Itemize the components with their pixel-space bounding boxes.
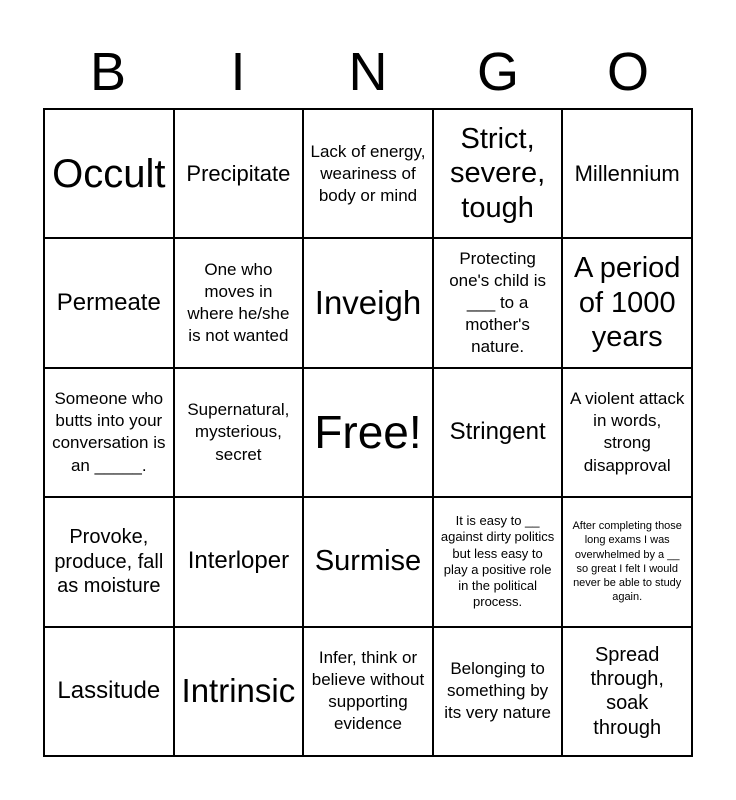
cell-text: Free! <box>314 406 422 459</box>
cell-text: A violent attack in words, strong disapproval <box>570 389 685 475</box>
bingo-cell <box>433 368 563 497</box>
cell-text: A period of 1000 years <box>573 251 681 354</box>
bingo-cell <box>433 497 563 626</box>
cell-text: Spread through, soak through <box>590 643 664 739</box>
bingo-cell <box>433 109 563 238</box>
bingo-cell <box>174 368 304 497</box>
cell-text: Precipitate <box>186 160 291 186</box>
bingo-cell <box>562 238 692 367</box>
cell-text: After completing those long exams I was overwhelmed by a __ so great I felt I would never be able to study again. <box>572 520 682 604</box>
bingo-cell <box>44 238 174 367</box>
bingo-cell <box>44 627 174 756</box>
bingo-cell <box>303 627 433 756</box>
free-cell <box>303 368 433 497</box>
bingo-cell <box>562 109 692 238</box>
header-letter-g: G <box>476 42 519 102</box>
bingo-cell <box>174 627 304 756</box>
bingo-cell <box>174 109 304 238</box>
header-letter-o: O <box>606 42 649 102</box>
bingo-cell <box>303 238 433 367</box>
cell-text: Lassitude <box>57 676 161 704</box>
header-letter-i: I <box>230 42 246 102</box>
cell-text: Permeate <box>56 288 161 316</box>
cell-text: Interloper <box>187 547 290 575</box>
bingo-grid <box>43 108 693 757</box>
bingo-cell <box>44 497 174 626</box>
bingo-cell <box>174 238 304 367</box>
bingo-cell <box>303 497 433 626</box>
header-letter-n: N <box>348 42 388 102</box>
cell-text: Millennium <box>574 160 680 186</box>
cell-text: Inveigh <box>314 283 422 321</box>
cell-text: Strict, severe, tough <box>450 122 546 225</box>
cell-text: One who moves in where he/she is not wanted <box>187 259 290 346</box>
bingo-cell <box>303 109 433 238</box>
bingo-cell <box>433 627 563 756</box>
bingo-cell <box>44 368 174 497</box>
cell-text: Infer, think or believe without supporting evidence <box>311 648 425 734</box>
cell-text: Protecting one's child is ___ to a mother's nature. <box>449 248 546 357</box>
cell-text: Stringent <box>449 418 546 446</box>
bingo-cell <box>433 238 563 367</box>
cell-text: Someone who butts into your conversation is an _____. <box>52 389 166 475</box>
cell-text: Belonging to something by its very nature <box>444 659 551 723</box>
cell-text: Provoke, produce, fall as moisture <box>54 526 164 598</box>
cell-text: It is easy to __ against dirty politics but less easy to play a positive role in the political process. <box>440 513 555 610</box>
cell-text: Intrinsic <box>181 671 296 709</box>
cell-text: Occult <box>52 151 166 196</box>
cell-text: Supernatural, mysterious, secret <box>187 400 290 464</box>
bingo-cell <box>174 497 304 626</box>
bingo-cell <box>562 627 692 756</box>
cell-text: Lack of energy, weariness of body or mind <box>310 141 426 205</box>
bingo-header <box>43 36 693 108</box>
bingo-cell <box>562 497 692 626</box>
cell-text: Surmise <box>314 545 422 578</box>
bingo-cell <box>44 109 174 238</box>
bingo-cell <box>562 368 692 497</box>
header-letter-b: B <box>89 42 127 102</box>
